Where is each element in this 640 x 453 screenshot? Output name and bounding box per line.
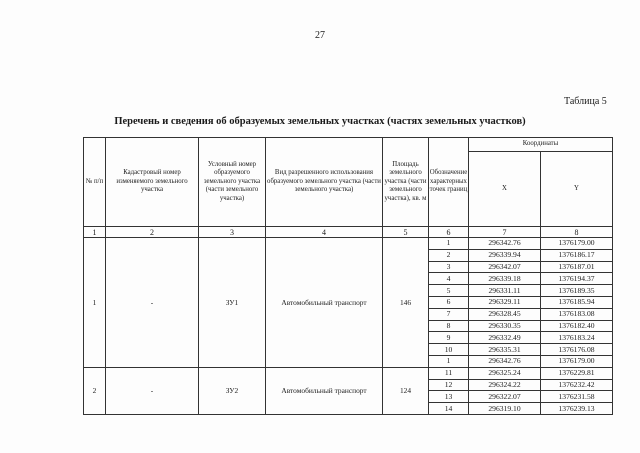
coord-x: 296342.76 [469, 355, 541, 367]
coord-y: 1376231.58 [541, 391, 613, 403]
parcel-number: 2 [84, 367, 106, 414]
point-label: 3 [429, 261, 469, 273]
cadastral-number: - [106, 238, 199, 368]
column-number: 3 [199, 227, 266, 238]
column-number: 8 [541, 227, 613, 238]
coord-x: 296325.24 [469, 367, 541, 379]
coord-x: 296332.49 [469, 332, 541, 344]
point-label: 13 [429, 391, 469, 403]
coord-y: 1376185.94 [541, 296, 613, 308]
cadastral-number: - [106, 367, 199, 414]
column-number: 7 [469, 227, 541, 238]
header-area: Площадь земельного участка (части земельного участка), кв. м [383, 138, 429, 227]
header-use-type: Вид разрешенного использования образуемого земельного участка (части земельного участка) [266, 138, 383, 227]
coord-y: 1376186.17 [541, 249, 613, 261]
coord-y: 1376179.00 [541, 355, 613, 367]
parcel-number: 1 [84, 238, 106, 368]
use-type: Автомобильный транспорт [266, 367, 383, 414]
table-row [84, 367, 613, 379]
coord-y: 1376176.08 [541, 344, 613, 356]
coord-x: 296328.45 [469, 308, 541, 320]
coord-y: 1376187.01 [541, 261, 613, 273]
coord-y: 1376189.35 [541, 285, 613, 297]
coord-x: 296329.11 [469, 296, 541, 308]
header-x: X [469, 152, 541, 227]
coord-y: 1376239.13 [541, 403, 613, 415]
header-conditional: Условный номер образуемого земельного участка (части земельного участка) [199, 138, 266, 227]
header-coordinates: Координаты [469, 138, 613, 152]
table-label: Таблица 5 [564, 96, 607, 107]
header-cadastral: Кадастровый номер изменяемого земельного участка [106, 138, 199, 227]
column-number: 4 [266, 227, 383, 238]
coord-y: 1376183.08 [541, 308, 613, 320]
point-label: 7 [429, 308, 469, 320]
coord-x: 296342.76 [469, 238, 541, 250]
point-label: 1 [429, 238, 469, 250]
point-label: 12 [429, 379, 469, 391]
use-type: Автомобильный транспорт [266, 238, 383, 368]
header-points: Обозначение характерных точек границ [429, 138, 469, 227]
coord-x: 296339.18 [469, 273, 541, 285]
coord-x: 296324.22 [469, 379, 541, 391]
point-label: 6 [429, 296, 469, 308]
coord-x: 296331.11 [469, 285, 541, 297]
point-label: 11 [429, 367, 469, 379]
point-label: 2 [429, 249, 469, 261]
table-body [84, 227, 613, 415]
coord-y: 1376179.00 [541, 238, 613, 250]
coord-y: 1376229.81 [541, 367, 613, 379]
column-number: 6 [429, 227, 469, 238]
conditional-number: ЗУ2 [199, 367, 266, 414]
coord-y: 1376194.37 [541, 273, 613, 285]
table-title: Перечень и сведения об образуемых земельных участках (частях земельных участков) [114, 116, 526, 127]
coord-y: 1376232.42 [541, 379, 613, 391]
coord-y: 1376182.40 [541, 320, 613, 332]
column-number: 5 [383, 227, 429, 238]
coord-y: 1376183.24 [541, 332, 613, 344]
point-label: 1 [429, 355, 469, 367]
point-label: 5 [429, 285, 469, 297]
column-number: 1 [84, 227, 106, 238]
coord-x: 296319.10 [469, 403, 541, 415]
area: 146 [383, 238, 429, 368]
point-label: 4 [429, 273, 469, 285]
header-y: Y [541, 152, 613, 227]
coord-x: 296330.35 [469, 320, 541, 332]
area: 124 [383, 367, 429, 414]
column-number-row [84, 227, 613, 238]
coord-x: 296339.94 [469, 249, 541, 261]
point-label: 10 [429, 344, 469, 356]
column-number: 2 [106, 227, 199, 238]
conditional-number: ЗУ1 [199, 238, 266, 368]
point-label: 9 [429, 332, 469, 344]
page-number: 27 [315, 30, 325, 41]
table-row [84, 238, 613, 250]
point-label: 14 [429, 403, 469, 415]
coord-x: 296335.31 [469, 344, 541, 356]
coord-x: 296322.07 [469, 391, 541, 403]
parcels-table [83, 137, 613, 415]
point-label: 8 [429, 320, 469, 332]
header-num: № п/п [84, 138, 106, 227]
coord-x: 296342.07 [469, 261, 541, 273]
